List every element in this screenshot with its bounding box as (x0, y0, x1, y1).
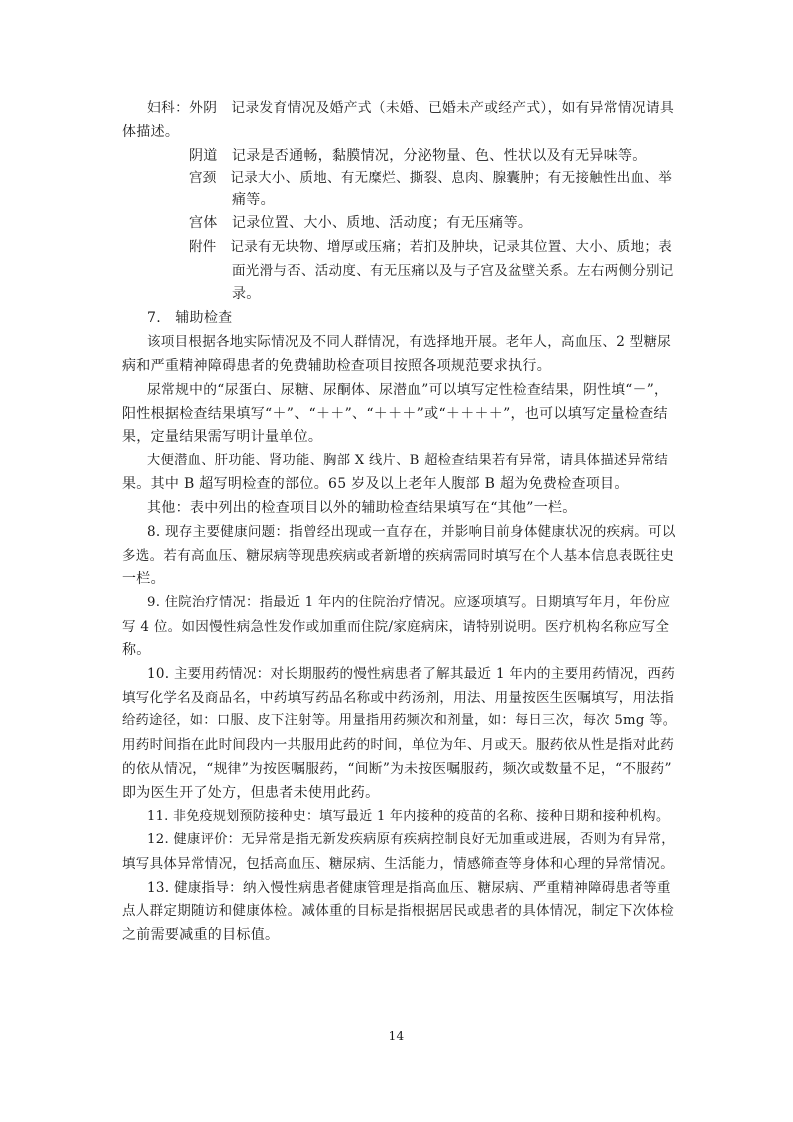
item10-line-5: 的依从情况，“规律”为按医嘱服药，“间断”为未按医嘱服药，频次或数量不足，“不服药” (122, 761, 672, 777)
item9-line-3: 称。 (122, 642, 151, 658)
aux-exam-heading: 7. 辅助检查 (147, 310, 233, 326)
aux-exam-p2-line-1: 尿常规中的“尿蛋白、尿糖、尿酮体、尿潜血”可以填写定性检查结果，阴性填“－”， (147, 382, 669, 398)
gyn-vulva-line-2: 体描述。 (122, 124, 180, 140)
item10-line-6: 即为医生开了处方，但患者未使用此药。 (122, 785, 380, 801)
item8-line-2: 多选。若有高血压、糖尿病等现患疾病或者新增的疾病需同时填写在个人基本信息表既往史 (122, 548, 674, 564)
page-number: 14 (388, 1029, 405, 1043)
item10-line-1: 10. 主要用药情况：对长期服药的慢性病患者了解其最近 1 年内的主要用药情况，西药 (147, 666, 676, 682)
gyn-adnexa-line-3: 录。 (232, 286, 261, 302)
item13-line-2: 点人群定期随访和健康体检。减体重的目标是指根据居民或患者的具体情况，制定下次体检 (122, 903, 674, 919)
aux-exam-p2-line-2: 阳性根据检查结果填写“＋”、“＋＋”、“＋＋＋”或“＋＋＋＋”，也可以填写定量检查结 (122, 406, 668, 422)
gyn-adnexa-line-2: 面光滑与否、活动度、有无压痛以及与子宫及盆壁关系。左右两侧分别记 (232, 263, 674, 279)
aux-exam-p4: 其他：表中列出的检查项目以外的辅助检查结果填写在“其他”一栏。 (147, 500, 577, 516)
aux-exam-p2-line-3: 果，定量结果需写明计量单位。 (122, 429, 323, 445)
item10-line-4: 用药时间指在此时间段内一共服用此药的时间，单位为年、月或天。服药依从性是指对此药 (122, 737, 674, 753)
aux-exam-p3-line-2: 果。其中 B 超写明检查的部位。65 岁及以上老年人腹部 B 超为免费检查项目。 (122, 476, 629, 492)
item8-line-3: 一栏。 (122, 571, 165, 587)
item10-line-3: 给药途径，如：口服、皮下注射等。用量指用药频次和剂量，如：每日三次，每次 5mg 等。 (122, 713, 677, 728)
item12-line-1: 12. 健康评价：无异常是指无新发疾病原有疾病控制良好无加重或进展，否则为有异常， (147, 832, 675, 847)
gyn-cervix-line-1: 宫颈 记录大小、质地、有无糜烂、撕裂、息肉、腺囊肿；有无接触性出血、举 (189, 170, 672, 186)
item8-line-1: 8. 现存主要健康问题：指曾经出现或一直存在，并影响目前身体健康状况的疾病。可以 (147, 524, 676, 540)
item13-line-1: 13. 健康指导：纳入慢性病患者健康管理是指高血压、糖尿病、严重精神障碍患者等重 (147, 880, 671, 896)
item9-line-1: 9. 住院治疗情况：指最近 1 年内的住院治疗情况。应逐项填写。日期填写年月，年份应 (147, 595, 671, 610)
gyn-adnexa-line-1: 附件 记录有无块物、增厚或压痛；若扪及肿块，记录其位置、大小、质地；表 (189, 239, 672, 255)
aux-exam-p1-line-2: 病和严重精神障碍患者的免费辅助检查项目按照各项规范要求执行。 (122, 358, 551, 374)
item12-line-2: 填写具体异常情况，包括高血压、糖尿病、生活能力，情感筛查等身体和心理的异常情况。 (122, 856, 674, 872)
item11-line: 11. 非免疫规划预防接种史：填写最近 1 年内接种的疫苗的名称、接种日期和接种机构。 (147, 809, 670, 824)
item10-line-2: 填写化学名及商品名，中药填写药品名称或中药汤剂，用法、用量按医生医嘱填写，用法指 (122, 690, 674, 706)
item9-line-2: 写 4 位。如因慢性病急性发作或加重而住院/家庭病床，请特别说明。医疗机构名称应写全 (122, 619, 670, 635)
gyn-vulva-line-1: 妇科：外阴 记录发育情况及婚产式（未婚、已婚未产或经产式），如有异常情况请具 (147, 100, 675, 116)
gyn-uterus-line: 宫体 记录位置、大小、质地、活动度；有无压痛等。 (189, 215, 533, 231)
gyn-cervix-line-2: 痛等。 (232, 192, 275, 208)
gyn-vagina-line: 阴道 记录是否通畅，黏膜情况，分泌物量、色、性状以及有无异味等。 (189, 148, 647, 164)
aux-exam-p1-line-1: 该项目根据各地实际情况及不同人群情况，有选择地开展。老年人，高血压、2 型糖尿 (147, 334, 672, 350)
aux-exam-p3-line-1: 大便潜血、肝功能、肾功能、胸部 X 线片、B 超检查结果若有异常，请具体描述异常结 (147, 453, 669, 468)
item13-line-3: 之前需要减重的目标值。 (122, 927, 280, 943)
